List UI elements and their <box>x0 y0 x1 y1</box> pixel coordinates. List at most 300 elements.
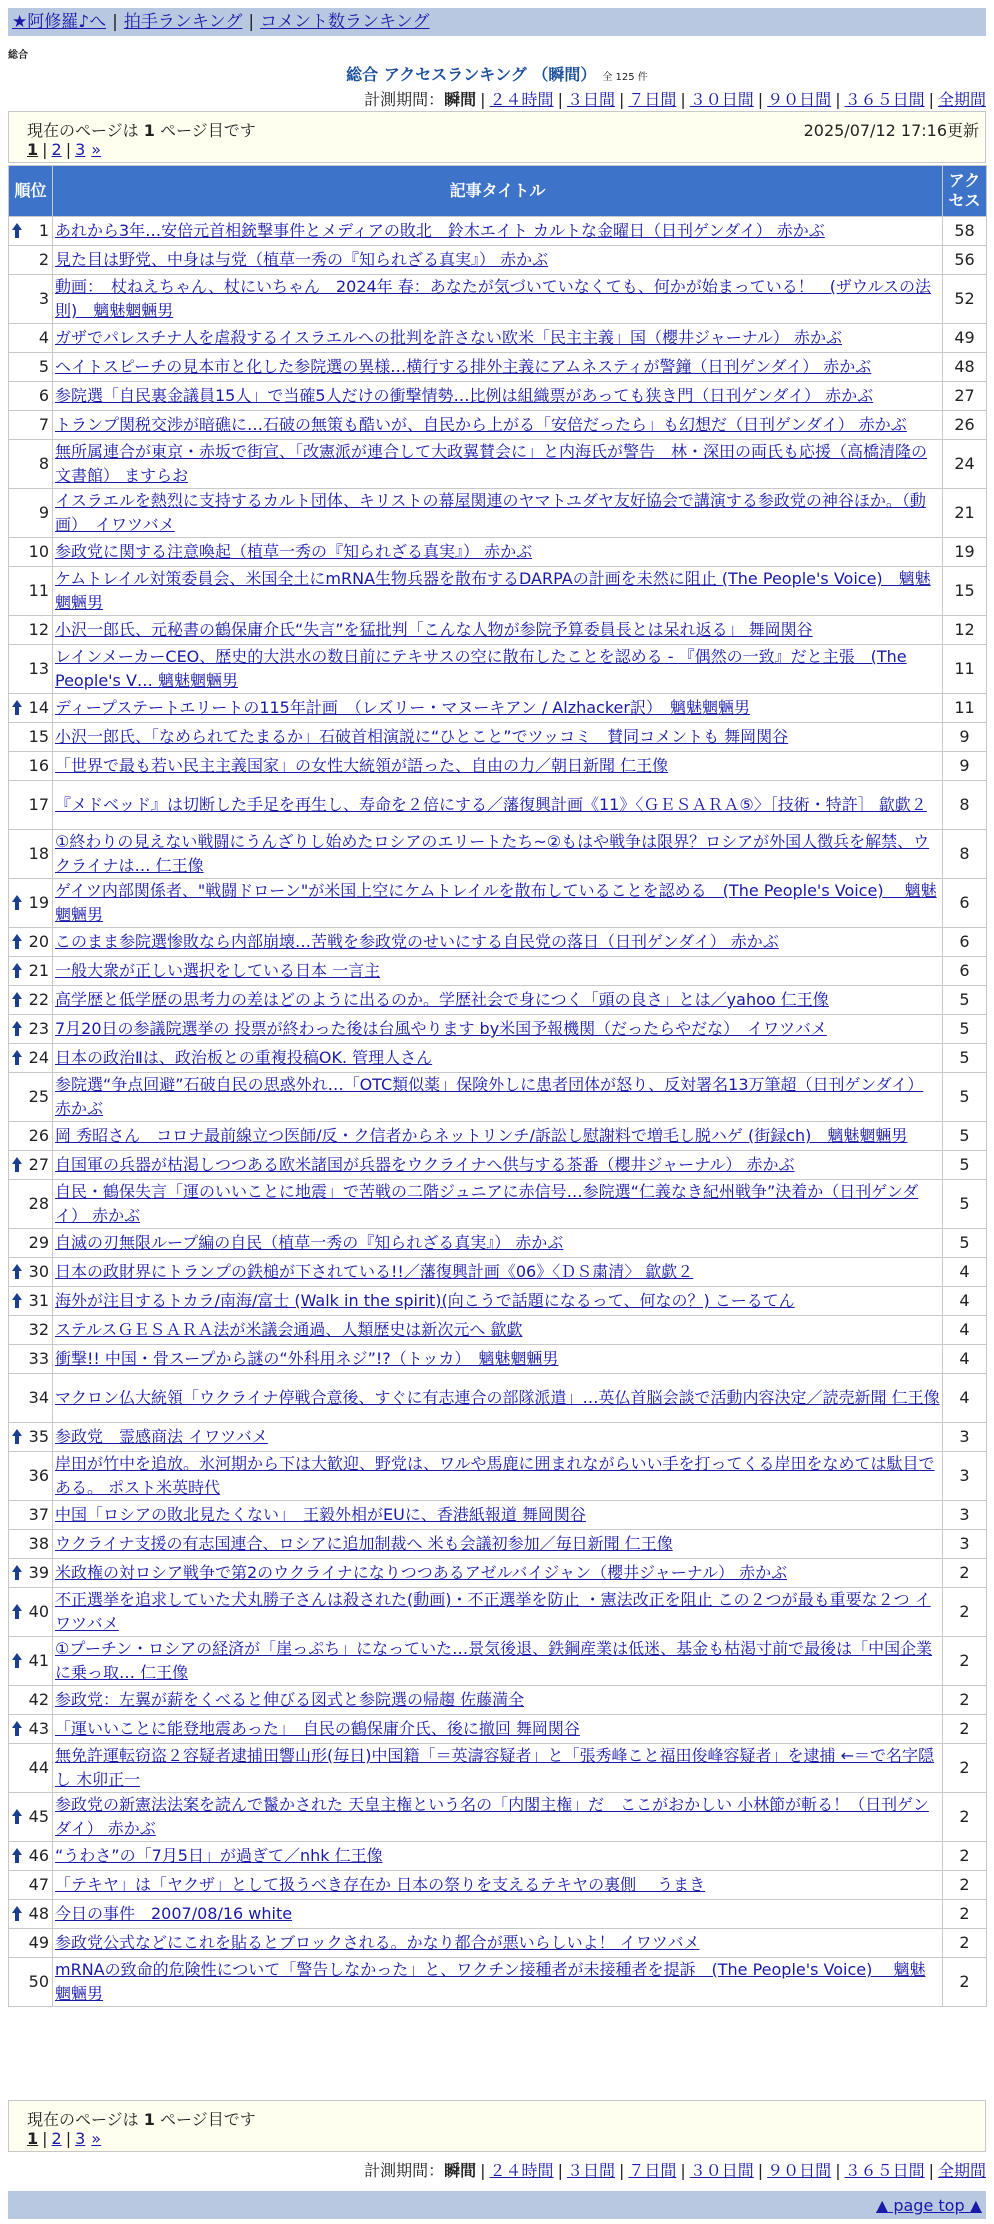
period-option-link[interactable]: ９０日間 <box>767 2161 832 2180</box>
page-info-top <box>8 111 986 163</box>
article-title-link[interactable]: ディープステートエリートの115年計画 （レズリー・マヌーキアン / Alzhacker訳） 魑魅魍魎男 <box>55 698 750 717</box>
table-row <box>9 246 987 275</box>
table-row <box>9 1423 987 1452</box>
rank-cell <box>9 1044 53 1073</box>
current-page-number: 1 <box>143 2110 155 2129</box>
article-title-link[interactable]: 「運いいことに能登地震あった」 自民の鶴保庸介氏、後に撤回 舞岡関谷 <box>55 1719 580 1738</box>
title-cell <box>53 1686 943 1715</box>
rank-up-arrow-icon <box>11 1264 23 1280</box>
rank-cell <box>9 1686 53 1715</box>
period-option-link[interactable]: ３日間 <box>566 2161 615 2180</box>
table-row <box>9 1452 987 1501</box>
title-cell <box>53 1180 943 1229</box>
article-title-link[interactable]: ①終わりの見えない戦闘にうんざりし始めたロシアのエリートたち~②もはや戦争は限界？ロシアが外国人徴兵を解禁、ウクライナは… 仁王像 <box>55 832 930 875</box>
table-row <box>9 1044 987 1073</box>
article-title-link[interactable]: 「テキヤ」は「ヤクザ」として扱うべき存在か 日本の祭りを支えるテキヤの裏側 うまき <box>55 1875 706 1894</box>
pagination <box>27 140 101 159</box>
article-title-link[interactable]: 自国軍の兵器が枯渇しつつある欧米諸国が兵器をウクライナへ供与する茶番（櫻井ジャーナル） 赤かぶ <box>55 1155 795 1174</box>
rank-cell <box>9 986 53 1015</box>
rank-cell <box>9 781 53 830</box>
table-row <box>9 1929 987 1958</box>
rank-cell <box>9 1559 53 1588</box>
title-cell <box>53 1715 943 1744</box>
access-count: 2 <box>943 1900 987 1929</box>
period-option-link[interactable]: ９０日間 <box>767 90 832 109</box>
access-count: 2 <box>943 1588 987 1637</box>
period-separator: | <box>928 2161 934 2180</box>
period-option-link[interactable]: 全期間 <box>937 2161 986 2180</box>
article-title-link[interactable]: 不正選挙を追求していた犬丸勝子さんは殺された(動画)・不正選挙を防止 ・憲法改正を阻止 この２つが最も重要な２つ イワツバメ <box>55 1590 931 1633</box>
rank-number: 33 <box>28 1349 49 1368</box>
table-row <box>9 489 987 538</box>
article-title-link[interactable]: 自滅の刃無限ループ編の自民（植草一秀の『知られざる真実』） 赤かぶ <box>55 1233 564 1252</box>
article-title-link[interactable]: 参政党に関する注意喚起（植草一秀の『知られざる真実』） 赤かぶ <box>55 542 533 561</box>
period-option-link[interactable]: ３０日間 <box>689 90 754 109</box>
period-option-link[interactable]: ２４時間 <box>489 2161 554 2180</box>
table-row <box>9 957 987 986</box>
rank-number: 30 <box>28 1262 49 1281</box>
title-cell <box>53 217 943 246</box>
access-count: 8 <box>943 781 987 830</box>
rank-cell <box>9 440 53 489</box>
article-title-link[interactable]: マクロン仏大統領「ウクライナ停戦合意後、すぐに有志連合の部隊派遣」…英仏首脳会談で活動内容決定／読売新聞 仁王像 <box>55 1388 940 1407</box>
rank-cell <box>9 1015 53 1044</box>
title-cell <box>53 1452 943 1501</box>
table-row <box>9 217 987 246</box>
article-title-link[interactable]: 動画： 杖ねえちゃん、杖にいちゃん 2024年 春：あなたが気づいていなくても、何かが始まっている！ (ザウルスの法則) 魑魅魍魎男 <box>55 277 932 320</box>
title-cell <box>53 957 943 986</box>
pagination-separator: | <box>65 140 72 159</box>
next-page-link[interactable]: » <box>91 2129 102 2148</box>
rank-cell <box>9 1345 53 1374</box>
period-separator: | <box>680 2161 686 2180</box>
period-option-link[interactable]: ７日間 <box>628 2161 677 2180</box>
rank-cell <box>9 879 53 928</box>
article-title-link[interactable]: ガザでパレスチナ人を虐殺するイスラエルへの批判を許さない欧米「民主主義」国（櫻井ジャーナル） 赤かぶ <box>55 328 843 347</box>
title-cell <box>53 353 943 382</box>
access-count: 6 <box>943 928 987 957</box>
access-count: 2 <box>943 1871 987 1900</box>
access-count: 15 <box>943 567 987 616</box>
access-count: 2 <box>943 1929 987 1958</box>
updated-timestamp: 2025/07/12 17:16更新 <box>803 121 979 140</box>
rank-cell <box>9 957 53 986</box>
rank-cell <box>9 1151 53 1180</box>
article-title-link[interactable]: 無所属連合が東京・赤坂で街宣、「改憲派が連合して大政翼賛会に」と内海氏が警告 林・深田の両氏も応援（高橋清隆の文書館） ますらお <box>55 442 928 485</box>
article-title-link[interactable]: 参院選“争点回避”石破自民の思惑外れ…「OTC類似薬」保険外しに患者団体が怒り、反対署名13万筆超（日刊ゲンダイ） 赤かぶ <box>55 1075 924 1118</box>
pagination-separator: | <box>42 2129 48 2148</box>
title-cell <box>53 928 943 957</box>
table-row <box>9 538 987 567</box>
title-cell <box>53 1316 943 1345</box>
current-page-pre: 現在のページは <box>27 2110 144 2129</box>
rank-header: 順位 <box>9 166 53 217</box>
page-link[interactable]: 2 <box>51 140 62 159</box>
rank-number: 15 <box>28 727 49 746</box>
period-option-link[interactable]: ７日間 <box>628 90 677 109</box>
rank-number: 29 <box>28 1233 49 1252</box>
rank-cell <box>9 1287 53 1316</box>
title-cell <box>53 1287 943 1316</box>
table-row <box>9 411 987 440</box>
page-current: 1 <box>27 2129 39 2148</box>
rank-number: 28 <box>28 1194 49 1213</box>
article-title-link[interactable]: 7月20日の参議院選挙の 投票が終わった後は台風やります by米国予報機関（だったらやだな） イワツバメ <box>55 1019 827 1038</box>
article-title-link[interactable]: 衝撃!! 中国・骨スープから謎の“外科用ネジ”!?（トッカ） 魑魅魍魎男 <box>55 1349 559 1368</box>
rank-number: 3 <box>38 289 49 308</box>
access-count: 3 <box>943 1423 987 1452</box>
table-row <box>9 1229 987 1258</box>
article-title-link[interactable]: 米政権の対ロシア戦争で第2のウクライナになりつつあるアゼルバイジャン（櫻井ジャーナル） 赤かぶ <box>55 1563 788 1582</box>
table-row <box>9 1345 987 1374</box>
rank-up-arrow-icon <box>11 1721 23 1737</box>
current-page-text <box>27 118 256 141</box>
rank-number: 46 <box>28 1846 49 1865</box>
rank-up-arrow-icon <box>11 700 23 716</box>
rank-cell <box>9 1842 53 1871</box>
article-title-link[interactable]: 中国「ロシアの敗北見たくない」 王毅外相がEUに、香港紙報道 舞岡関谷 <box>55 1505 586 1524</box>
rank-number: 44 <box>28 1758 49 1777</box>
rank-cell <box>9 1744 53 1793</box>
page-link[interactable]: 2 <box>51 2129 62 2148</box>
access-count: 11 <box>943 645 987 694</box>
rank-up-arrow-icon <box>11 223 23 239</box>
title-cell <box>53 1842 943 1871</box>
article-title-link[interactable]: ゲイツ内部関係者、"戦闘ドローン"が米国上空にケムトレイルを散布していることを認める (The People's Voice) 魑魅魍魎男 <box>55 881 937 924</box>
current-page-number: 1 <box>143 121 155 140</box>
article-title-link[interactable]: 参院選「自民裏金議員15人」で当確5人だけの衝撃情勢…比例は組織票があっても狭き門（日刊ゲンダイ） 赤かぶ <box>55 386 874 405</box>
table-row <box>9 1180 987 1229</box>
access-count: 5 <box>943 1044 987 1073</box>
rank-number: 50 <box>28 1972 49 1991</box>
article-title-link[interactable]: トランプ関税交渉が暗礁に…石破の無策も酷いが、自民から上がる「安倍だったら」も幻想だ（日刊ゲンダイ） 赤かぶ <box>55 415 907 434</box>
table-row <box>9 275 987 324</box>
title-cell <box>53 1044 943 1073</box>
article-title-link[interactable]: 小沢一郎氏、「なめられてたまるか」石破首相演説に“ひとこと”でツッコミ 賛同コメントも 舞岡関谷 <box>55 727 789 746</box>
rank-cell <box>9 1423 53 1452</box>
rank-cell <box>9 694 53 723</box>
article-title-link[interactable]: 岸田が竹中を追放。氷河期から下は大歓迎、野党は、ワルや馬鹿に囲まれながらいい手を打ってくる岸田をなめては駄目である。 ポスト米英時代 <box>55 1454 935 1497</box>
title-cell <box>53 752 943 781</box>
rank-cell <box>9 645 53 694</box>
rank-up-arrow-icon <box>11 1157 23 1173</box>
rank-cell <box>9 830 53 879</box>
table-row <box>9 382 987 411</box>
rank-number: 1 <box>38 221 49 240</box>
table-row <box>9 567 987 616</box>
rank-up-arrow-icon <box>11 1906 23 1922</box>
rank-cell <box>9 353 53 382</box>
period-separator: | <box>480 2161 486 2180</box>
ranking-table <box>8 165 987 2007</box>
title-cell <box>53 781 943 830</box>
table-row <box>9 1637 987 1686</box>
access-count: 58 <box>943 217 987 246</box>
article-title-link[interactable]: ①プーチン・ロシアの経済が「崖っぷち」になっていた…景気後退、鉄鋼産業は低迷、基金も枯渇寸前で最後は「中国企業に乗っ取… 仁王像 <box>55 1639 933 1682</box>
rank-up-arrow-icon <box>11 1604 23 1620</box>
period-separator: | <box>680 90 686 109</box>
period-current: 瞬間 <box>444 2161 477 2180</box>
access-count: 2 <box>943 1793 987 1842</box>
rank-cell <box>9 1530 53 1559</box>
title-cell <box>53 986 943 1015</box>
access-count: 5 <box>943 1229 987 1258</box>
article-title-link[interactable]: レインメーカーCEO、歴史的大洪水の数日前にテキサスの空に散布したことを認める - 『偶然の一致』だと主張 (The People's V… 魑魅魍魎男 <box>55 647 907 690</box>
access-count: 2 <box>943 1715 987 1744</box>
access-count: 48 <box>943 353 987 382</box>
article-title-link[interactable]: イスラエルを熱烈に支持するカルト団体、キリストの幕屋関連のヤマトユダヤ友好協会で講演する参政党の神谷ほか。（動画） イワツバメ <box>55 491 926 534</box>
article-title-link[interactable]: ヘイトスピーチの見本市と化した参院選の異様…横行する排外主義にアムネスティが警鐘（日刊ゲンダイ） 赤かぶ <box>55 357 872 376</box>
title-cell <box>53 324 943 353</box>
title-cell <box>53 567 943 616</box>
rank-cell <box>9 1452 53 1501</box>
title-cell <box>53 1530 943 1559</box>
period-option-link[interactable]: ３６５日間 <box>844 90 925 109</box>
page-link[interactable]: 3 <box>75 140 86 159</box>
rank-cell <box>9 1793 53 1842</box>
title-cell <box>53 1588 943 1637</box>
article-title-link[interactable]: 日本の政財界にトランプの鉄槌が下されている!!／藩復興計画《06》〈ＤＳ粛清〉 歙歔２ <box>55 1262 694 1281</box>
rank-number: 38 <box>28 1534 49 1553</box>
rank-cell <box>9 411 53 440</box>
rank-cell <box>9 1122 53 1151</box>
article-title-link[interactable]: 『メドベッド』は切断した手足を再生し、寿命を２倍にする／藩復興計画《11》〈ＧＥＳＡＲＡ⑤〉［技術・特許］ 歙歔２ <box>55 795 927 814</box>
rank-cell <box>9 1180 53 1229</box>
article-title-link[interactable]: 日本の政治Ⅱは、政治板との重複投稿OK. 管理人さん <box>55 1048 433 1067</box>
access-count: 21 <box>943 489 987 538</box>
rank-number: 10 <box>28 542 49 561</box>
article-title-link[interactable]: 今日の事件 2007/08/16 white <box>55 1904 293 1923</box>
table-row <box>9 1073 987 1122</box>
article-title-link[interactable]: 自民・鶴保失言「運のいいことに地震」で苦戦の二階ジュニアに赤信号…参院選“仁義なき紀州戦争”決着か（日刊ゲンダイ） 赤かぶ <box>55 1182 919 1225</box>
rank-number: 19 <box>28 893 49 912</box>
table-row <box>9 645 987 694</box>
rank-cell <box>9 217 53 246</box>
period-separator: | <box>757 2161 764 2180</box>
rank-number: 6 <box>38 386 49 405</box>
access-count: 2 <box>943 1958 987 2007</box>
table-row <box>9 1793 987 1842</box>
table-row <box>9 752 987 781</box>
access-count: 4 <box>943 1258 987 1287</box>
access-count: 4 <box>943 1316 987 1345</box>
article-title-link[interactable]: 海外が注目するトカラ/南海/富士 (Walk in the spirit)(向こうで話題になるって、何なの？) こーるてん <box>55 1291 795 1310</box>
rank-number: 40 <box>28 1602 49 1621</box>
rank-cell <box>9 567 53 616</box>
access-count: 8 <box>943 830 987 879</box>
rank-cell <box>9 382 53 411</box>
period-option-link[interactable]: ２４時間 <box>489 90 554 109</box>
rank-number: 22 <box>28 990 49 1009</box>
rank-number: 12 <box>28 620 49 639</box>
article-title-link[interactable]: 一般大衆が正しい選択をしている日本 一言主 <box>55 961 381 980</box>
article-title-link[interactable]: 「世界で最も若い民主主義国家」の女性大統領が語った、自由の力／朝日新聞 仁王像 <box>55 756 669 775</box>
rank-number: 18 <box>28 844 49 863</box>
rank-number: 34 <box>28 1388 49 1407</box>
rank-number: 11 <box>28 581 49 600</box>
rank-number: 8 <box>38 454 49 473</box>
table-row <box>9 1958 987 2007</box>
footer-bar <box>8 2191 986 2219</box>
access-count: 2 <box>943 1842 987 1871</box>
rank-up-arrow-icon <box>11 1809 23 1825</box>
article-title-link[interactable]: 参政党の新憲法法案を読んで鬣かされた 天皇主権という名の「内閣主権」だ ここがおかしい 小林節が斬る！（日刊ゲンダイ） 赤かぶ <box>55 1795 929 1838</box>
rank-number: 35 <box>28 1427 49 1446</box>
rank-number: 31 <box>28 1291 49 1310</box>
period-separator: | <box>618 90 625 109</box>
table-row <box>9 986 987 1015</box>
period-option-link[interactable]: 全期間 <box>937 90 986 109</box>
rank-number: 5 <box>38 357 49 376</box>
article-title-link[interactable]: 参政党：左翼が薪をくべると伸びる図式と参院選の帰趨 佐藤満全 <box>55 1690 525 1709</box>
title-cell <box>53 1900 943 1929</box>
table-row <box>9 1151 987 1180</box>
access-count: 12 <box>943 616 987 645</box>
rank-number: 27 <box>28 1155 49 1174</box>
article-title-link[interactable]: 小沢一郎氏、元秘書の鶴保庸介氏“失言”を猛批判「こんな人物が参院予算委員長とは呆れ返る」 舞岡関谷 <box>55 620 813 639</box>
table-row <box>9 879 987 928</box>
period-option-link[interactable]: ３６５日間 <box>844 2161 925 2180</box>
title-cell <box>53 879 943 928</box>
access-count: 3 <box>943 1530 987 1559</box>
rank-number: 26 <box>28 1126 49 1145</box>
article-title-link[interactable]: ケムトレイル対策委員会、米国全土にmRNA生物兵器を散布するDARPAの計画を未然に阻止 (The People's Voice) 魑魅魍魎男 <box>55 569 931 612</box>
access-count: 4 <box>943 1287 987 1316</box>
title-cell <box>53 275 943 324</box>
title-cell <box>53 1374 943 1423</box>
article-title-link[interactable]: あれから3年…安倍元首相銃撃事件とメディアの敗北 鈴木エイト カルトな金曜日（日刊ゲンダイ） 赤かぶ <box>55 221 825 240</box>
table-row <box>9 781 987 830</box>
comment-ranking-link[interactable]: コメント数ランキング <box>260 12 430 32</box>
period-separator: | <box>757 90 764 109</box>
clap-ranking-link[interactable]: 拍手ランキング <box>123 12 243 32</box>
article-title-link[interactable]: 無免許運転窃盗２容疑者逮捕田響山形(毎日)中国籍「＝英濤容疑者」と「張秀峰こと福田俊峰容疑者」を逮捕 ←＝で名字隠し 木卯正一 <box>55 1746 934 1789</box>
rank-number: 36 <box>28 1466 49 1485</box>
period-option-link[interactable]: ３０日間 <box>689 2161 754 2180</box>
table-row <box>9 1715 987 1744</box>
article-title-link[interactable]: 高学歴と低学歴の思考力の差はどのように出るのか。学歴社会で身につく「頭の良さ」とは／yahoo 仁王像 <box>55 990 829 1009</box>
title-cell <box>53 538 943 567</box>
access-count: 2 <box>943 1686 987 1715</box>
current-page-text <box>27 2107 256 2130</box>
rank-number: 32 <box>28 1320 49 1339</box>
access-count: 5 <box>943 986 987 1015</box>
top-nav <box>8 8 986 36</box>
access-count: 6 <box>943 879 987 928</box>
access-count: 2 <box>943 1637 987 1686</box>
article-title-link[interactable]: 岡 秀昭さん コロナ最前線立つ医師/反・ク信者からネットリンチ/訴訟し慰謝料で増毛し脱ハゲ (街録ch) 魑魅魍魎男 <box>55 1126 908 1145</box>
table-row <box>9 694 987 723</box>
rank-cell <box>9 1229 53 1258</box>
table-row <box>9 1686 987 1715</box>
rank-up-arrow-icon <box>11 895 23 911</box>
title-cell <box>53 1744 943 1793</box>
rank-number: 37 <box>28 1505 49 1524</box>
table-row <box>9 1122 987 1151</box>
title-cell <box>53 489 943 538</box>
article-title-link[interactable]: ステルスＧＥＳＡＲＡ法が米議会通過、人類歴史は新次元へ 歙歔 <box>55 1320 523 1339</box>
access-count: 52 <box>943 275 987 324</box>
article-title-link[interactable]: “うわさ”の「7月5日」が過ぎて／nhk 仁王像 <box>55 1846 383 1865</box>
rank-up-arrow-icon <box>11 1565 23 1581</box>
nav-separator: | <box>248 12 255 32</box>
rank-cell <box>9 928 53 957</box>
rank-number: 23 <box>28 1019 49 1038</box>
table-row <box>9 1501 987 1530</box>
article-title-link[interactable]: mRNAの致命的危険性について「警告しなかった」と、ワクチン接種者が未接種者を提訴 (The People's Voice) 魑魅魍魎男 <box>55 1960 926 2003</box>
rank-number: 21 <box>28 961 49 980</box>
rank-number: 24 <box>28 1048 49 1067</box>
table-row <box>9 1316 987 1345</box>
rank-number: 41 <box>28 1651 49 1670</box>
rank-up-arrow-icon <box>11 1021 23 1037</box>
access-count: 9 <box>943 723 987 752</box>
rank-up-arrow-icon <box>11 992 23 1008</box>
rank-cell <box>9 1871 53 1900</box>
title-cell <box>53 694 943 723</box>
page-top-link[interactable]: ▲ page top ▲ <box>875 2196 982 2215</box>
rank-number: 17 <box>28 795 49 814</box>
table-row <box>9 1744 987 1793</box>
article-title-link[interactable]: 見た目は野党、中身は与党（植草一秀の『知られざる真実』） 赤かぶ <box>55 250 549 269</box>
access-count: 5 <box>943 1151 987 1180</box>
title-cell <box>53 382 943 411</box>
rank-number: 20 <box>28 932 49 951</box>
page-current: 1 <box>27 140 39 159</box>
rank-up-arrow-icon <box>11 1293 23 1309</box>
home-link[interactable]: ★阿修羅♪へ <box>12 12 107 32</box>
access-count: 3 <box>943 1452 987 1501</box>
table-row <box>9 1287 987 1316</box>
rank-cell <box>9 616 53 645</box>
current-page-post: ページ目です <box>154 2110 256 2129</box>
rank-cell <box>9 324 53 353</box>
period-separator: | <box>557 90 563 109</box>
access-count: 2 <box>943 1559 987 1588</box>
title-cell <box>53 1073 943 1122</box>
access-count: 4 <box>943 1374 987 1423</box>
period-option-link[interactable]: ３日間 <box>566 90 615 109</box>
table-row <box>9 1015 987 1044</box>
nav-separator: | <box>112 12 118 32</box>
page-link[interactable]: 3 <box>75 2129 86 2148</box>
table-row <box>9 1258 987 1287</box>
article-title-link[interactable]: 参政党 霊感商法 イワツバメ <box>55 1427 268 1446</box>
period-selector-top <box>364 87 986 110</box>
current-page-post: ページ目です <box>154 121 256 140</box>
access-count: 5 <box>943 1180 987 1229</box>
access-count: 5 <box>943 1122 987 1151</box>
article-title-link[interactable]: ウクライナ支援の有志国連合、ロシアに追加制裁へ 米も会議初参加／毎日新聞 仁王像 <box>55 1534 673 1553</box>
period-separator: | <box>928 90 934 109</box>
rank-up-arrow-icon <box>11 1429 23 1445</box>
access-count: 4 <box>943 1345 987 1374</box>
rank-cell <box>9 723 53 752</box>
title-cell <box>53 1345 943 1374</box>
pagination-separator: | <box>65 2129 72 2148</box>
period-separator: | <box>835 2161 841 2180</box>
access-count: 6 <box>943 957 987 986</box>
access-count: 2 <box>943 1744 987 1793</box>
table-row <box>9 1588 987 1637</box>
next-page-link[interactable]: » <box>91 140 102 159</box>
title-cell <box>53 616 943 645</box>
article-title-link[interactable]: 参政党公式などにこれを貼るとブロックされる。かなり都合が悪いらしいよ！ イワツバメ <box>55 1933 700 1952</box>
article-title-link[interactable]: このまま参院選惨敗なら内部崩壊…苦戦を参政党のせいにする自民党の落日（日刊ゲンダイ） 赤かぶ <box>55 932 779 951</box>
access-count: 3 <box>943 1501 987 1530</box>
breadcrumb: 総合 <box>8 50 28 61</box>
rank-cell <box>9 489 53 538</box>
